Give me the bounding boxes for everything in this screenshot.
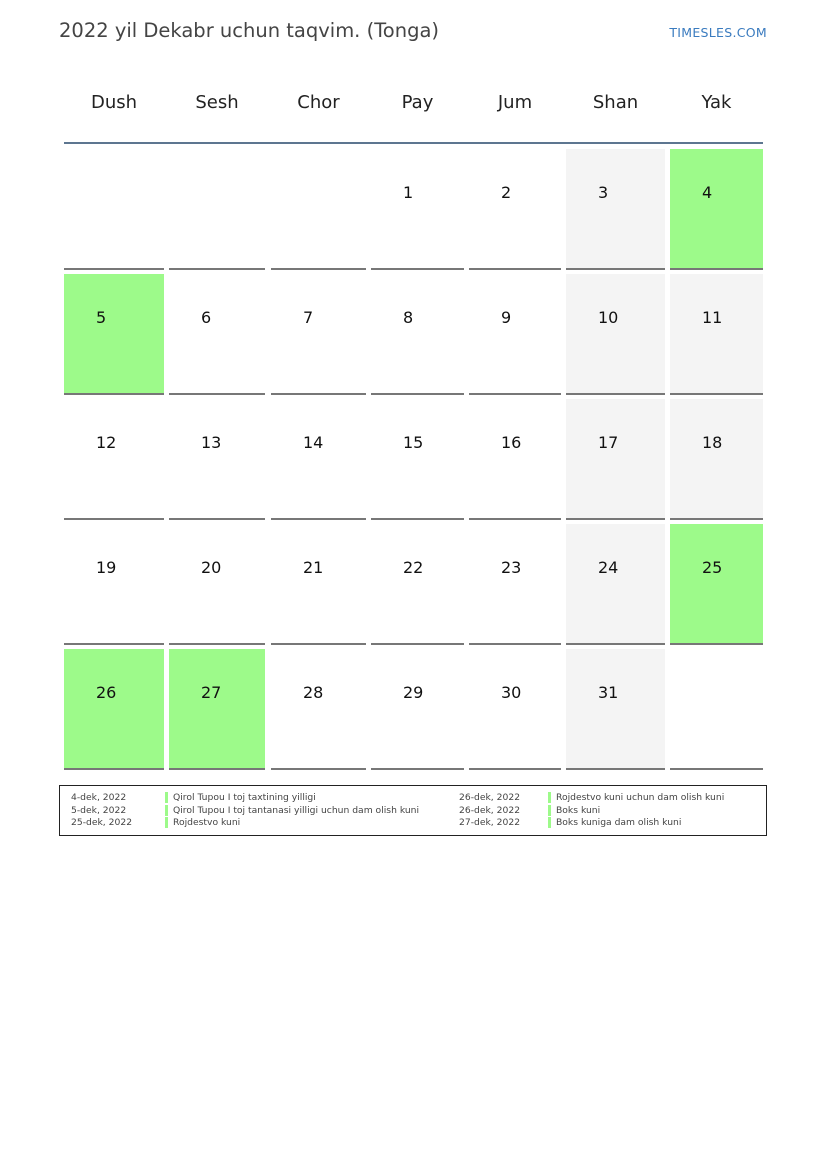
empty-day-cell bbox=[271, 149, 366, 270]
legend-color-marker bbox=[165, 792, 168, 803]
cell-divider bbox=[169, 643, 265, 645]
legend-holiday-name: Qirol Tupou I toj taxtining yilligi bbox=[173, 792, 316, 803]
day-cell[interactable] bbox=[670, 274, 763, 395]
day-number: 26 bbox=[96, 683, 117, 702]
day-cell[interactable] bbox=[670, 149, 763, 270]
day-cell[interactable] bbox=[670, 399, 763, 520]
day-cell[interactable] bbox=[566, 274, 665, 395]
day-number: 4 bbox=[702, 183, 713, 202]
header-divider bbox=[64, 142, 763, 144]
cell-divider bbox=[169, 393, 265, 395]
day-number: 20 bbox=[201, 558, 222, 577]
legend-color-marker bbox=[165, 805, 168, 816]
day-number: 27 bbox=[201, 683, 222, 702]
day-cell[interactable] bbox=[469, 274, 561, 395]
cell-divider bbox=[566, 768, 665, 770]
day-cell[interactable] bbox=[271, 524, 366, 645]
day-cell[interactable] bbox=[169, 274, 265, 395]
cell-divider bbox=[670, 268, 763, 270]
legend-holiday-name: Qirol Tupou I toj tantanasi yilligi uchun dam olish kuni bbox=[173, 804, 420, 816]
day-cell[interactable] bbox=[271, 274, 366, 395]
weekday-dush: Dush bbox=[90, 92, 138, 113]
cell-divider bbox=[64, 393, 164, 395]
empty-day-cell bbox=[169, 149, 265, 270]
day-number: 30 bbox=[501, 683, 522, 702]
day-cell[interactable] bbox=[64, 274, 164, 395]
day-cell[interactable] bbox=[169, 524, 265, 645]
cell-divider bbox=[169, 268, 265, 270]
weekday-shan: Shan bbox=[592, 92, 639, 113]
day-number: 10 bbox=[598, 308, 619, 327]
cell-divider bbox=[64, 518, 164, 520]
day-number: 2 bbox=[501, 183, 512, 202]
day-cell[interactable] bbox=[469, 149, 561, 270]
day-number: 12 bbox=[96, 433, 117, 452]
day-number: 5 bbox=[96, 308, 107, 327]
day-cell[interactable] bbox=[271, 649, 366, 770]
day-number: 21 bbox=[303, 558, 324, 577]
legend-holiday-name: Boks kuniga dam olish kuni bbox=[556, 817, 682, 828]
day-number: 23 bbox=[501, 558, 522, 577]
cell-divider bbox=[371, 768, 464, 770]
cell-divider bbox=[371, 518, 464, 520]
weekday-sesh: Sesh bbox=[195, 92, 239, 113]
day-cell[interactable] bbox=[169, 649, 265, 770]
legend-date: 26-dek, 2022 bbox=[459, 792, 521, 803]
legend-date: 4-dek, 2022 bbox=[71, 792, 127, 803]
day-cell[interactable] bbox=[371, 274, 464, 395]
day-number: 28 bbox=[303, 683, 324, 702]
legend-date: 5-dek, 2022 bbox=[71, 804, 127, 816]
cell-divider bbox=[670, 518, 763, 520]
day-number: 24 bbox=[598, 558, 619, 577]
day-number: 22 bbox=[403, 558, 424, 577]
day-number: 16 bbox=[501, 433, 522, 452]
cell-divider bbox=[371, 393, 464, 395]
cell-divider bbox=[469, 518, 561, 520]
cell-divider bbox=[371, 268, 464, 270]
day-number: 6 bbox=[201, 308, 212, 327]
weekday-pay: Pay bbox=[401, 92, 434, 113]
day-cell[interactable] bbox=[64, 399, 164, 520]
day-number: 31 bbox=[598, 683, 619, 702]
day-cell[interactable] bbox=[566, 399, 665, 520]
cell-divider bbox=[469, 768, 561, 770]
day-number: 14 bbox=[303, 433, 324, 452]
day-number: 18 bbox=[702, 433, 723, 452]
legend-color-marker bbox=[548, 805, 551, 816]
cell-divider bbox=[271, 518, 366, 520]
day-cell[interactable] bbox=[566, 149, 665, 270]
day-cell[interactable] bbox=[271, 399, 366, 520]
day-number: 9 bbox=[501, 308, 512, 327]
cell-divider bbox=[469, 643, 561, 645]
empty-day-cell bbox=[64, 149, 164, 270]
cell-divider bbox=[64, 768, 164, 770]
cell-divider bbox=[271, 768, 366, 770]
legend-color-marker bbox=[548, 817, 551, 828]
day-cell[interactable] bbox=[64, 524, 164, 645]
cell-divider bbox=[566, 268, 665, 270]
cell-divider bbox=[670, 643, 763, 645]
legend-holiday-name: Rojdestvo kuni uchun dam olish kuni bbox=[556, 792, 725, 803]
cell-divider bbox=[271, 643, 366, 645]
day-cell[interactable] bbox=[469, 399, 561, 520]
holiday-legend bbox=[59, 785, 767, 836]
weekday-jum: Jum bbox=[497, 92, 533, 113]
legend-date: 27-dek, 2022 bbox=[459, 817, 521, 828]
legend-date: 25-dek, 2022 bbox=[71, 817, 133, 828]
day-number: 17 bbox=[598, 433, 619, 452]
legend-holiday-name: Rojdestvo kuni bbox=[173, 817, 241, 828]
day-cell[interactable] bbox=[371, 149, 464, 270]
day-cell[interactable] bbox=[670, 524, 763, 645]
cell-divider bbox=[566, 518, 665, 520]
legend-holiday-name: Boks kuni bbox=[556, 804, 601, 816]
cell-divider bbox=[271, 393, 366, 395]
cell-divider bbox=[64, 268, 164, 270]
day-number: 7 bbox=[303, 308, 314, 327]
day-number: 3 bbox=[598, 183, 609, 202]
brand-link[interactable]: TIMESLES.COM bbox=[669, 25, 767, 40]
cell-divider bbox=[469, 393, 561, 395]
cell-divider bbox=[371, 643, 464, 645]
legend-date: 26-dek, 2022 bbox=[459, 804, 521, 816]
empty-day-cell bbox=[670, 649, 763, 770]
day-cell[interactable] bbox=[469, 649, 561, 770]
page-title: 2022 yil Dekabr uchun taqvim. (Tonga) bbox=[59, 19, 440, 42]
day-number: 13 bbox=[201, 433, 222, 452]
day-number: 11 bbox=[702, 308, 723, 327]
weekday-chor: Chor bbox=[297, 92, 340, 113]
day-cell[interactable] bbox=[469, 524, 561, 645]
legend-color-marker bbox=[548, 792, 551, 803]
cell-divider bbox=[271, 268, 366, 270]
day-number: 1 bbox=[403, 183, 414, 202]
cell-divider bbox=[670, 768, 763, 770]
cell-divider bbox=[469, 268, 561, 270]
day-number: 25 bbox=[702, 558, 723, 577]
day-cell[interactable] bbox=[64, 649, 164, 770]
cell-divider bbox=[64, 643, 164, 645]
day-number: 29 bbox=[403, 683, 424, 702]
day-cell[interactable] bbox=[371, 524, 464, 645]
cell-divider bbox=[169, 768, 265, 770]
day-number: 15 bbox=[403, 433, 424, 452]
weekday-yak: Yak bbox=[701, 92, 732, 113]
day-cell[interactable] bbox=[566, 524, 665, 645]
day-cell[interactable] bbox=[371, 399, 464, 520]
day-cell[interactable] bbox=[566, 649, 665, 770]
cell-divider bbox=[670, 393, 763, 395]
day-cell[interactable] bbox=[169, 399, 265, 520]
day-number: 19 bbox=[96, 558, 117, 577]
day-cell[interactable] bbox=[371, 649, 464, 770]
legend-color-marker bbox=[165, 817, 168, 828]
cell-divider bbox=[169, 518, 265, 520]
cell-divider bbox=[566, 393, 665, 395]
day-number: 8 bbox=[403, 308, 414, 327]
cell-divider bbox=[566, 643, 665, 645]
